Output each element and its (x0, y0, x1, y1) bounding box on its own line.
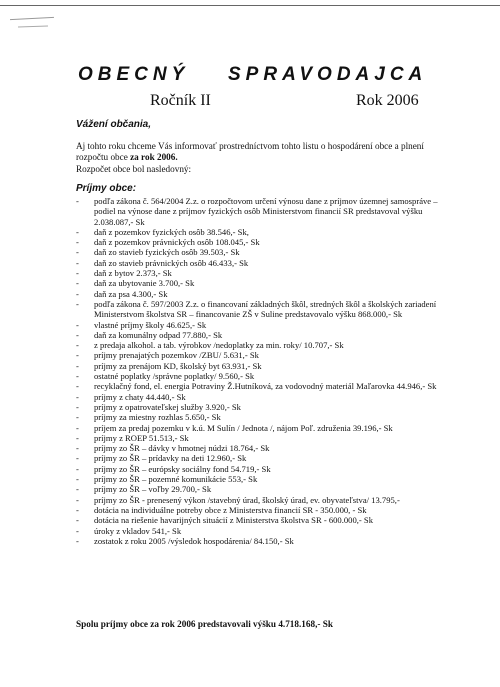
volume-label: Ročník II (150, 92, 211, 109)
handwritten-mark (10, 17, 54, 20)
list-item: - príjmy z ROEP 51.513,- Sk (76, 433, 446, 443)
list-item: - daň zo stavieb fyzických osôb 39.503,- Sk (76, 247, 446, 257)
list-item: - príjmy zo ŠR – európsky sociálny fond 54.719,- Sk (76, 464, 446, 474)
handwritten-mark-2 (18, 25, 48, 27)
intro-year: za rok 2006. (130, 152, 178, 163)
intro-text: Aj tohto roku chceme Vás informovať prostredníctvom tohto listu o hospodárení obce a plnení rozpočtu obce (76, 141, 424, 163)
list-item: - dotácia na individuálne potreby obce z Ministerstva financií SR - 350.000, - Sk (76, 505, 446, 515)
list-item: - príjmy zo ŠR – voľby 29.700,- Sk (76, 484, 446, 494)
newsletter-masthead (78, 64, 438, 86)
list-item: - príjmy prenajatých pozemkov /ZBU/ 5.631,- Sk (76, 350, 446, 360)
list-item: - recyklačný fond, el. energia Potraviny Ž.Hutníková, za vodovodný materiál Maľarovka 44.946,- Sk (76, 381, 446, 391)
greeting: Vážení občania, (76, 119, 152, 130)
list-item: - daň z pozemkov právnických osôb 108.045,- Sk (76, 237, 446, 247)
list-item: - príjmy zo ŠR - prenesený výkon /stavebný úrad, školský úrad, ev. obyvateľstva/ 13.795,- (76, 495, 446, 505)
list-item: - príjmy za miestny rozhlas 5.650,- Sk (76, 412, 446, 422)
list-item: - daň za komunálny odpad 77.880,- Sk (76, 330, 446, 340)
list-item: - daň z bytov 2.373,- Sk (76, 268, 446, 278)
masthead-word-1: OBECNÝ (78, 64, 190, 85)
list-item: - z predaja alkohol. a tab. výrobkov /nedoplatky za min. roky/ 10.707,- Sk (76, 340, 446, 350)
list-item: - vlastné príjmy školy 46.625,- Sk (76, 320, 446, 330)
masthead-word-2: SPRAVODAJCA (228, 64, 428, 85)
list-item: - ostatné poplatky /správne poplatky/ 9.560,- Sk (76, 371, 446, 381)
section-heading: Príjmy obce: (76, 183, 137, 194)
list-item: - úroky z vkladov 541,- Sk (76, 526, 446, 536)
list-item: - príjmy z opatrovateľskej služby 3.920,- Sk (76, 402, 446, 412)
list-item: - príjmy zo ŠR – pozemné komunikácie 553,- Sk (76, 474, 446, 484)
list-item: - podľa zákona č. 564/2004 Z.z. o rozpočtovom určení výnosu dane z príjmov územnej samospráve – podiel na výnose dane z príjmov fyzických osôb Ministerstvom financií SR predstavoval výšku 2.038.087,- Sk (76, 196, 446, 227)
list-item: - príjem za predaj pozemku v k.ú. M Sulín / Jednota /, nájom Poľ. združenia 39.196,- Sk (76, 423, 446, 433)
income-list (76, 196, 446, 546)
list-item: - príjmy z chaty 44.440,- Sk (76, 392, 446, 402)
intro-line-2: Rozpočet obce bol nasledovný: (76, 163, 192, 174)
list-item: - príjmy zo ŠR – prídavky na deti 12.960,- Sk (76, 453, 446, 463)
list-item: - dotácia na riešenie havarijných situácií z Ministerstva školstva SR - 600.000,- Sk (76, 515, 446, 525)
scan-top-rule (0, 5, 500, 6)
income-total: Spolu príjmy obce za rok 2006 predstavovali výšku 4.718.168,- Sk (76, 619, 333, 629)
list-item: - daň zo stavieb právnických osôb 46.433,- Sk (76, 258, 446, 268)
list-item: - podľa zákona č. 597/2003 Z.z. o financovaní základných škôl, stredných škôl a školských zariadení Ministerstvom školstva SR – financovanie ZŠ v Suline predstavovalo výšku 868.000,- Sk (76, 299, 446, 320)
list-item: - príjmy zo ŠR – dávky v hmotnej núdzi 18.764,- Sk (76, 443, 446, 453)
year-label: Rok 2006 (356, 92, 419, 109)
intro-paragraph (76, 141, 446, 175)
list-item: - príjmy za prenájom KD, školský byt 63.931,- Sk (76, 361, 446, 371)
list-item: - zostatok z roku 2005 /výsledok hospodárenia/ 84.150,- Sk (76, 536, 446, 546)
list-item: - daň z pozemkov fyzických osôb 38.546,- Sk, (76, 227, 446, 237)
list-item: - daň za psa 4.300,- Sk (76, 289, 446, 299)
list-item: - daň za ubytovanie 3.700,- Sk (76, 278, 446, 288)
